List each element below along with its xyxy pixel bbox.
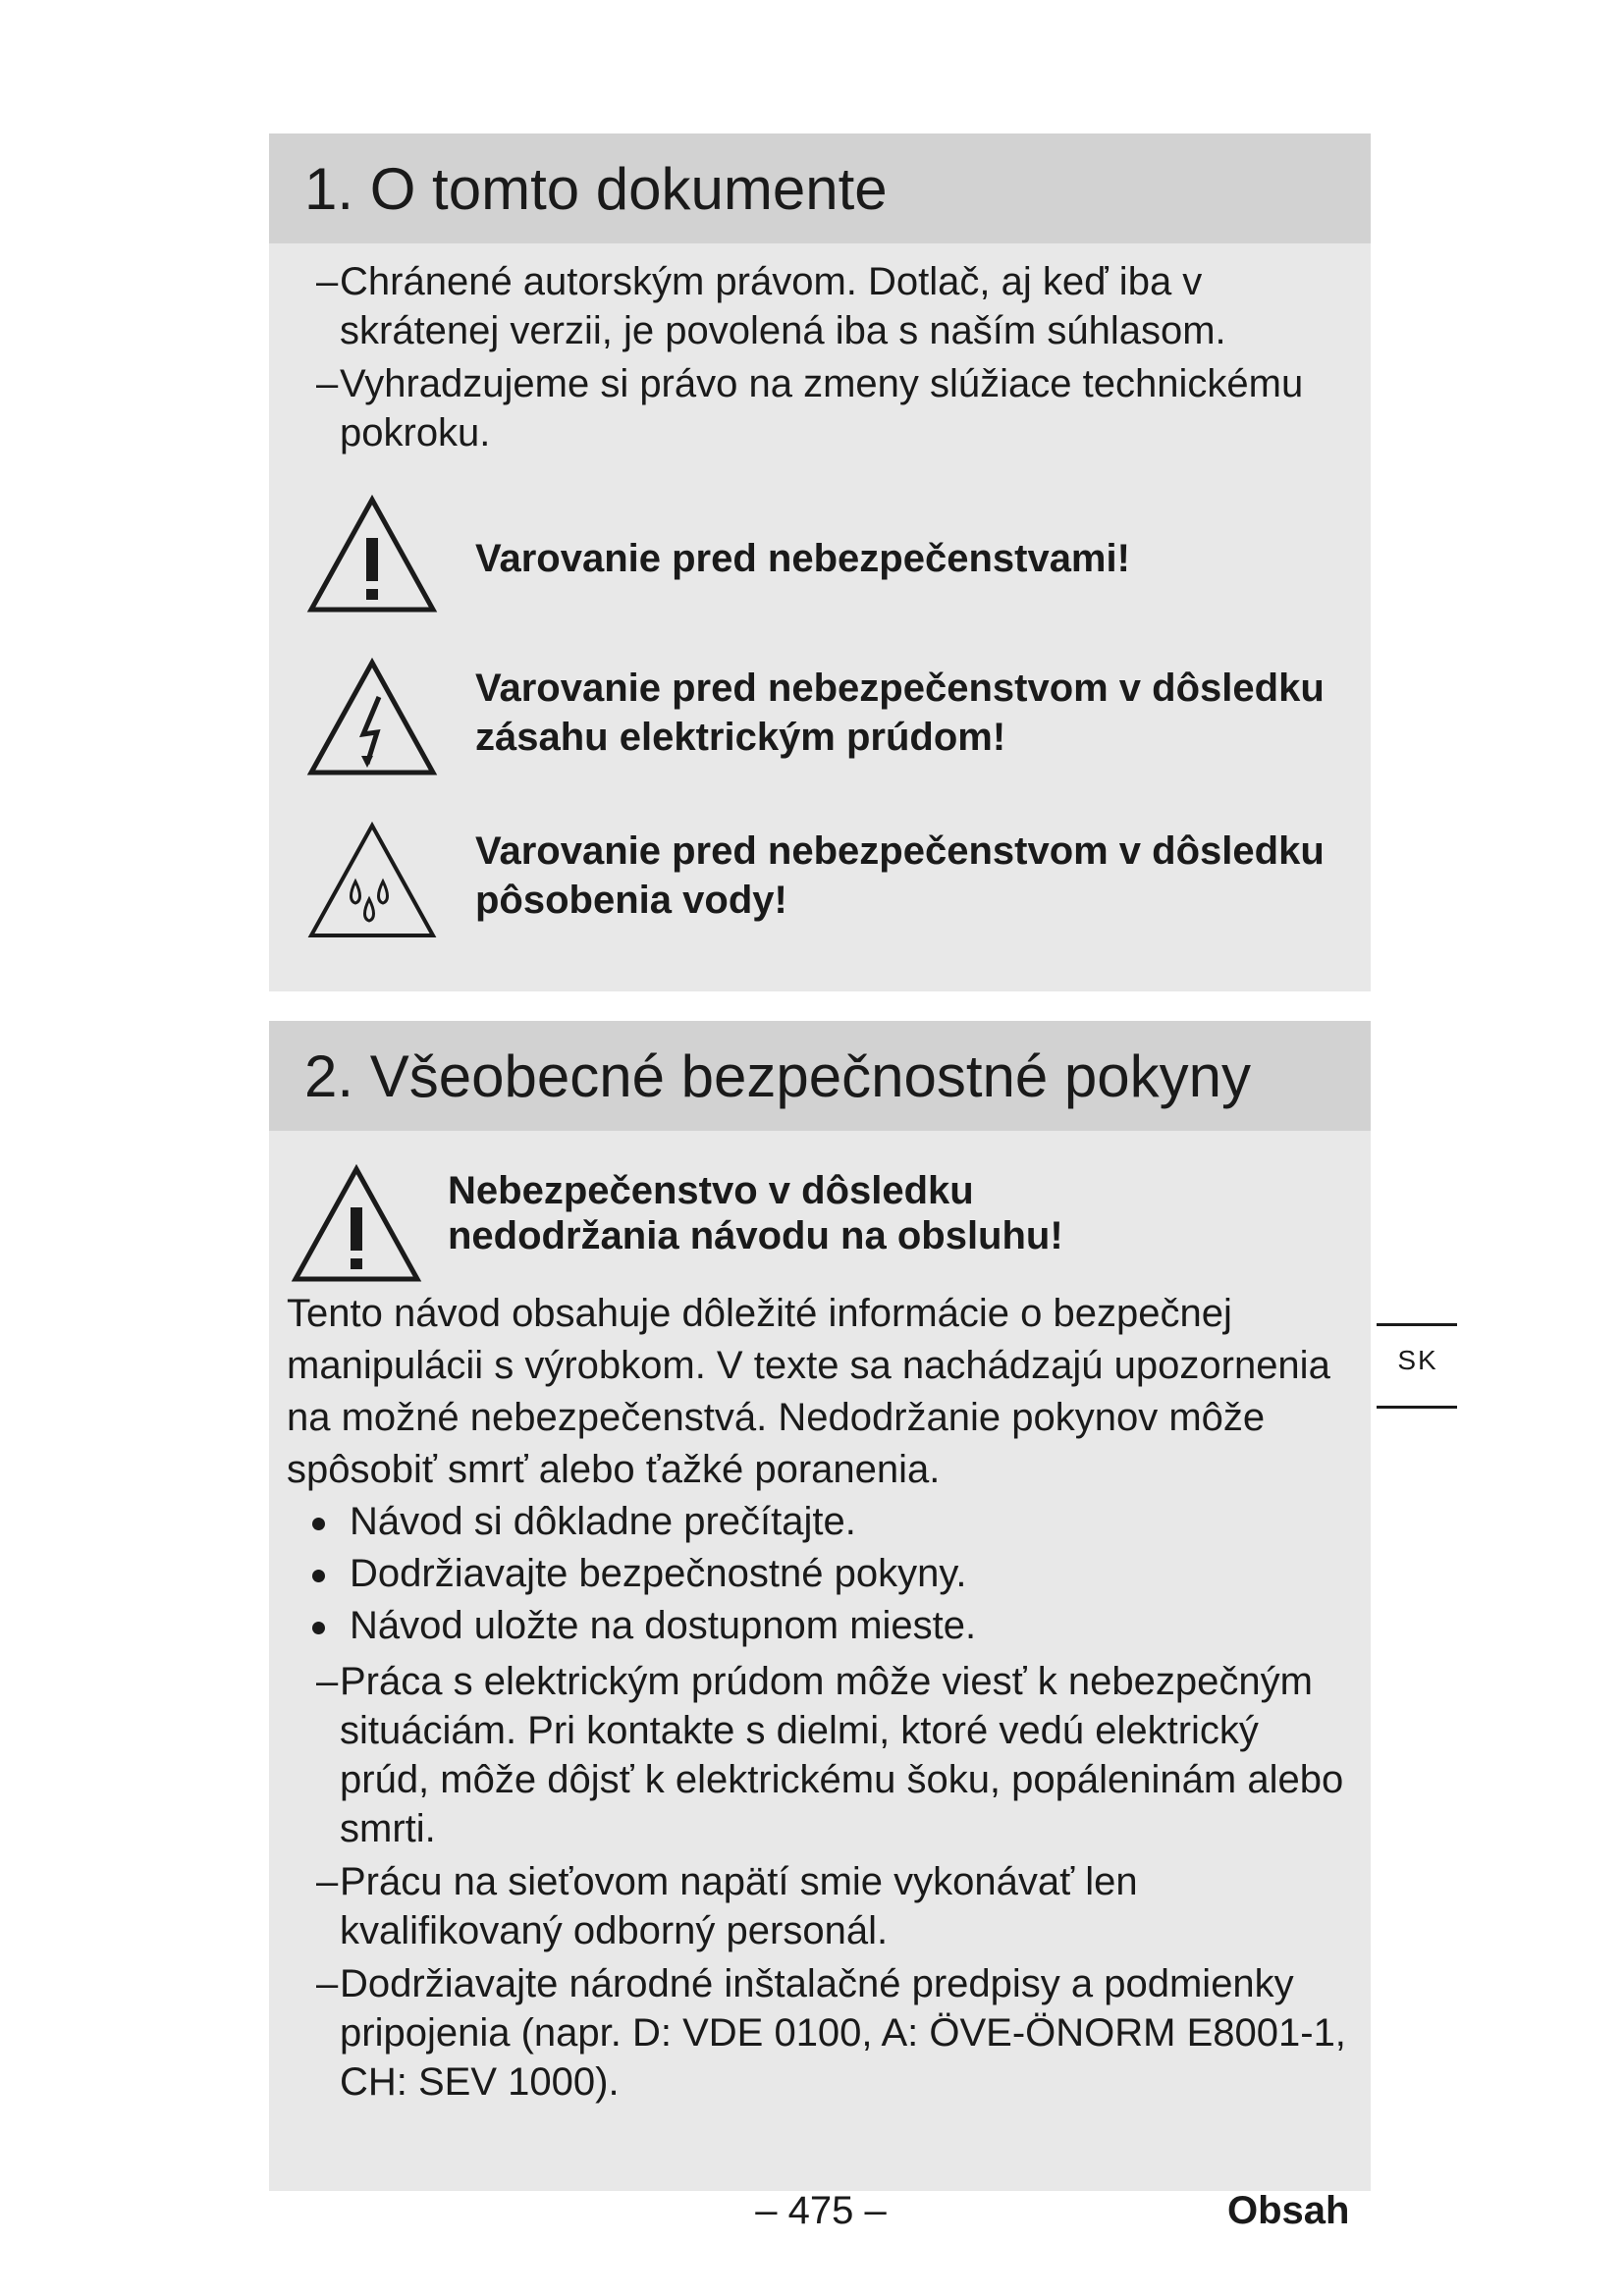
list-item: – Chránené autorským právom. Dotlač, aj keď iba v skrátenej verzii, je povolená iba s naším súhlasom. xyxy=(269,257,1349,355)
warning-text: Nebezpečenstvo v dôsledku nedodržania návodu na obsluhu! xyxy=(448,1169,1063,1257)
warning-general xyxy=(306,495,1347,622)
warning-manual xyxy=(291,1164,1331,1292)
section-about-document xyxy=(269,133,1371,991)
electric-shock-warning-icon xyxy=(306,658,438,777)
list-item: Návod uložte na dostupnom mieste. xyxy=(287,1600,1347,1652)
list-item: – Dodržiavajte národné inštalačné predpisy a podmienky pripojenia (napr. D: VDE 0100, A: ÖVE-ÖNORM E8001-1, CH: SEV 1000). xyxy=(269,1959,1365,2107)
section-title: 1. O tomto dokumente xyxy=(304,155,888,222)
warning-text: Varovanie pred nebezpečenstvom v dôsledku zásahu elektrickým prúdom! xyxy=(475,667,1325,759)
list-item: – Vyhradzujeme si právo na zmeny slúžiace technickému pokroku. xyxy=(269,359,1349,457)
section-header xyxy=(269,133,1371,243)
tab-divider xyxy=(1377,1406,1457,1409)
warning-water xyxy=(306,821,1347,948)
tab-divider xyxy=(1377,1323,1457,1326)
warning-text: Varovanie pred nebezpečenstvami! xyxy=(475,537,1130,580)
list-item: Dodržiavajte bezpečnostné pokyny. xyxy=(287,1548,1347,1600)
list-item: – Prácu na sieťovom napätí smie vykonávať len kvalifikovaný odborný personál. xyxy=(269,1857,1365,1955)
page-number: – 475 – xyxy=(755,2189,887,2232)
water-warning-icon xyxy=(306,821,438,940)
section-title: 2. Všeobecné bezpečnostné pokyny xyxy=(304,1042,1252,1109)
warning-exclamation-icon xyxy=(306,495,438,614)
language-tab[interactable]: SK xyxy=(1397,1345,1438,1375)
warning-text: Varovanie pred nebezpečenstvom v dôsledku pôsobenia vody! xyxy=(475,829,1325,922)
contents-link[interactable]: Obsah xyxy=(1227,2189,1350,2232)
section-safety-instructions xyxy=(269,1021,1371,2191)
list-item: Návod si dôkladne prečítajte. xyxy=(287,1496,1347,1548)
warning-electric xyxy=(306,658,1347,785)
list-item: – Práca s elektrickým prúdom môže viesť k nebezpečným situáciám. Pri kontakte s dielmi, ktoré vedú elektrický prúd, môže dôjsť k elektrickému šoku, popáleninám alebo smrti. xyxy=(269,1657,1365,1853)
info-list xyxy=(269,257,1349,461)
intro-paragraph: Tento návod obsahuje dôležité informácie o bezpečnej manipulácii s výrobkom. V texte sa nachádzajú upozornenia na možné nebezpečenstvá. Nedodržanie pokynov môže spôsobiť smrť alebo ťažké poranenia. xyxy=(287,1292,1330,1491)
warning-exclamation-icon xyxy=(291,1164,422,1284)
info-list xyxy=(269,1657,1365,2110)
section-header xyxy=(269,1021,1371,1131)
bullet-list xyxy=(287,1496,1347,1652)
